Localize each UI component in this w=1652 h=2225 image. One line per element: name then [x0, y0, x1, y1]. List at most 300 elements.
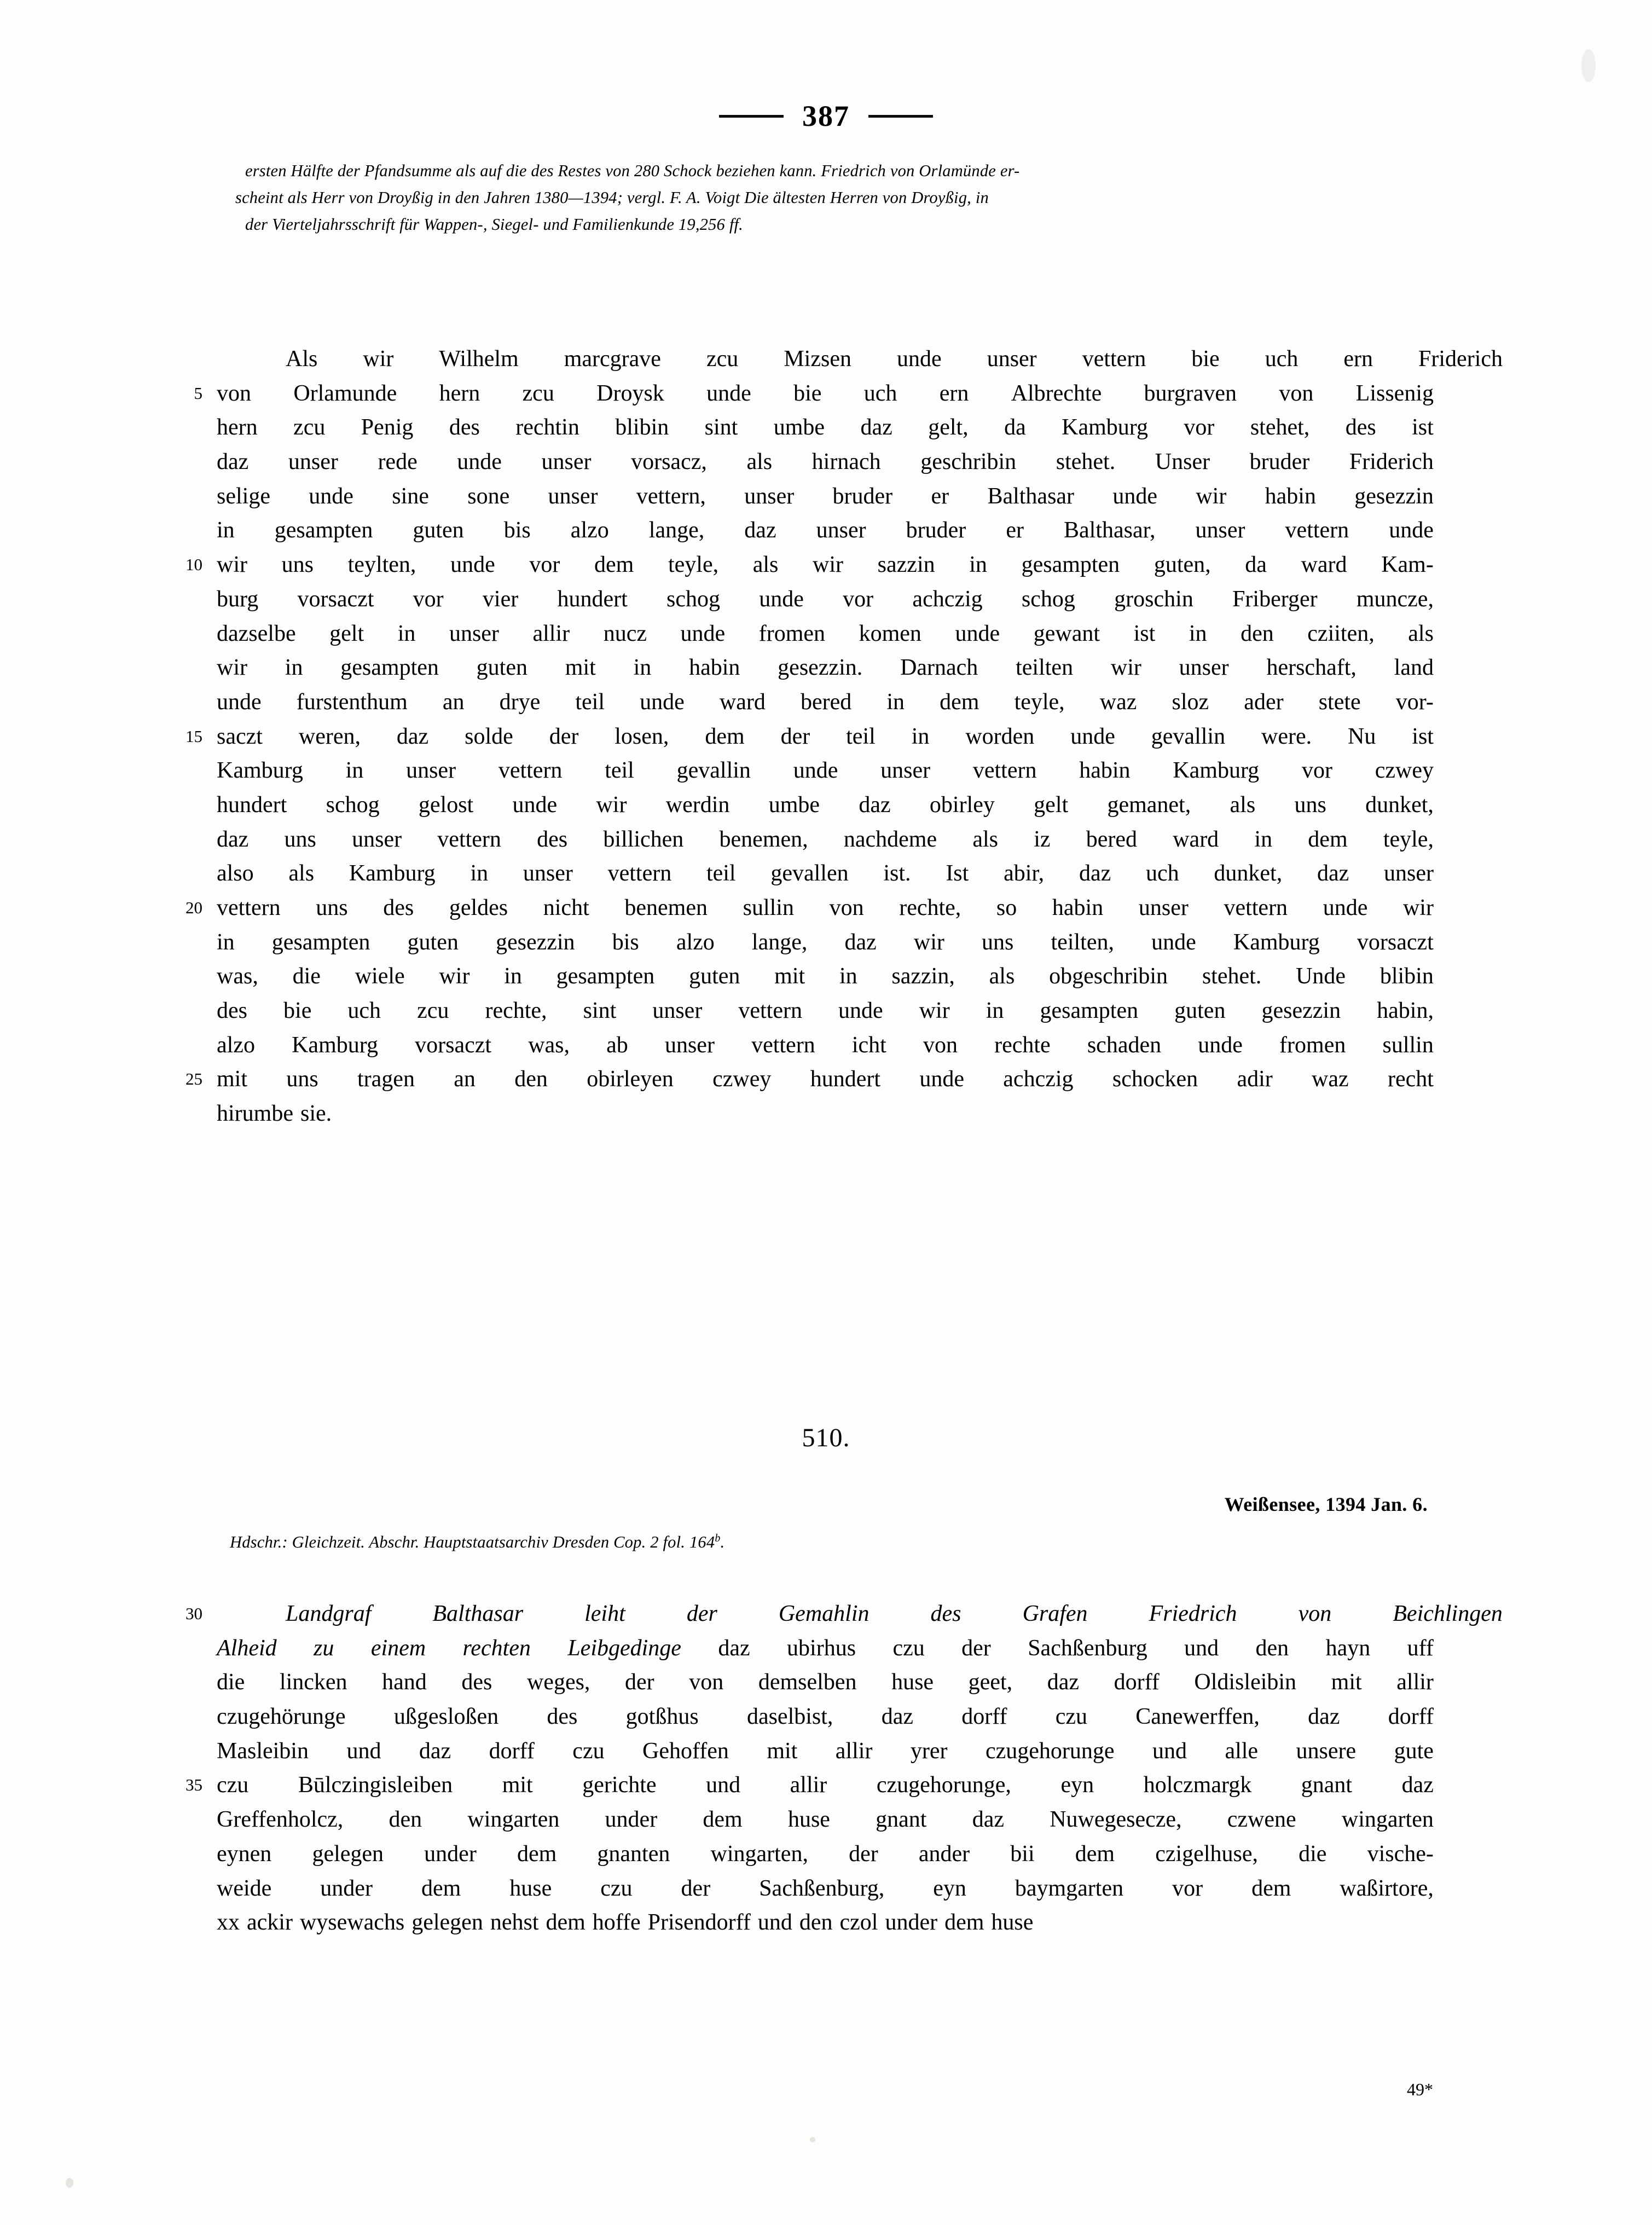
- word: dem: [594, 552, 634, 578]
- word: sazzin: [877, 552, 935, 578]
- word: adir: [1237, 1067, 1273, 1092]
- word: unde: [1151, 929, 1196, 955]
- word: unser: [352, 826, 402, 852]
- word: vorsaczt: [1357, 929, 1434, 955]
- word: unde: [309, 483, 353, 509]
- word: czigelhuse,: [1155, 1841, 1258, 1867]
- word: gnanten: [597, 1841, 670, 1867]
- line-text: [217, 617, 1434, 651]
- word: bered: [1086, 826, 1137, 852]
- word: bruder: [832, 483, 893, 509]
- word: Grafen: [1022, 1601, 1088, 1626]
- word: unde: [512, 792, 558, 818]
- word: zcu: [293, 415, 326, 441]
- line-number: 10: [186, 555, 202, 575]
- word: czwey: [712, 1067, 772, 1092]
- word: einem: [370, 1635, 426, 1661]
- text-line: [181, 1700, 1434, 1734]
- line-number: 5: [194, 383, 202, 403]
- word: gelost: [418, 792, 474, 818]
- word: und: [346, 1738, 381, 1764]
- word: unde: [759, 586, 804, 612]
- word: czugehorunge,: [876, 1772, 1011, 1798]
- word: nucz: [603, 621, 647, 646]
- word: uch: [347, 998, 381, 1024]
- manuscript-note-text: Hdschr.: Gleichzeit. Abschr. Hauptstaatsarchiv Dresden Cop. 2 fol. 164: [230, 1533, 715, 1552]
- word: er: [931, 483, 949, 509]
- word: stehet,: [1250, 415, 1310, 441]
- manuscript-note: [230, 1532, 724, 1552]
- word: bie: [1191, 346, 1220, 372]
- document-number-heading: 510.: [802, 1423, 850, 1452]
- line-text: [217, 582, 1434, 617]
- line-text: [217, 856, 1434, 891]
- word: wir: [1110, 655, 1141, 681]
- word: Friderich: [1349, 449, 1434, 475]
- word: in: [470, 861, 489, 886]
- word: solde: [465, 723, 513, 749]
- word: zu: [314, 1635, 334, 1661]
- word: habin,: [1377, 998, 1434, 1024]
- word: huse: [891, 1670, 934, 1695]
- word: Mizsen: [784, 346, 851, 372]
- word: vettern: [607, 861, 672, 886]
- word: czwene: [1227, 1807, 1296, 1833]
- word: der: [961, 1635, 991, 1661]
- word: Landgraf: [286, 1601, 372, 1626]
- word: rechten: [462, 1635, 531, 1661]
- word: Nuwegesecze,: [1050, 1807, 1182, 1833]
- line-text: [217, 754, 1434, 788]
- word: sloz: [1172, 689, 1209, 715]
- word: daz: [1401, 1772, 1434, 1798]
- word: vor: [1172, 1875, 1203, 1901]
- word: Leibgedinge: [567, 1635, 681, 1661]
- word: hoffe: [592, 1910, 641, 1936]
- word: dunket,: [1365, 792, 1434, 818]
- place-date-line: Weißensee, 1394 Jan. 6.: [1224, 1493, 1428, 1515]
- text-line: [181, 788, 1434, 822]
- word: er: [1006, 518, 1024, 543]
- word: bis: [612, 929, 639, 955]
- word: vettern: [217, 895, 281, 920]
- line-number: 35: [186, 1775, 202, 1795]
- word: gesampten: [1040, 998, 1139, 1024]
- word: fromen: [1279, 1032, 1346, 1058]
- word: ackir: [247, 1910, 293, 1936]
- word: gotßhus: [625, 1704, 699, 1730]
- word: gesampten: [271, 929, 370, 955]
- word: Balthasar,: [1064, 518, 1156, 543]
- word: huse: [991, 1910, 1034, 1936]
- line-text: [217, 1768, 1434, 1803]
- word: umbe: [768, 792, 820, 818]
- text-line: [181, 410, 1434, 445]
- line-text: [217, 1905, 1434, 1940]
- word: in: [345, 758, 364, 784]
- word: vettern: [1285, 518, 1349, 543]
- word: gesezzin: [1261, 998, 1341, 1024]
- word: daselbist,: [746, 1704, 833, 1730]
- word: in: [886, 689, 905, 715]
- text-line: [181, 1871, 1434, 1906]
- word: Balthasar: [432, 1601, 524, 1626]
- word: Droysk: [596, 380, 664, 406]
- word: dorff: [961, 1704, 1007, 1730]
- word: des: [449, 415, 480, 441]
- head-note-block: [235, 158, 1424, 238]
- word: Kamburg: [292, 1032, 378, 1058]
- word: achczig: [912, 586, 983, 612]
- word: als: [752, 552, 779, 578]
- word: gevallin: [1151, 723, 1226, 749]
- word: vettern: [437, 826, 501, 852]
- word: czu: [892, 1635, 925, 1661]
- word: vorsaczt: [297, 586, 374, 612]
- text-line: [181, 1062, 1434, 1097]
- word: daz: [1308, 1704, 1340, 1730]
- word: stehet.: [1202, 964, 1262, 989]
- word: vettern,: [636, 483, 706, 509]
- word: achczig: [1003, 1067, 1074, 1092]
- word: unde: [450, 552, 495, 578]
- word: des: [383, 895, 414, 920]
- word: were.: [1261, 723, 1312, 749]
- word: daz: [396, 723, 429, 749]
- word: in: [969, 552, 987, 578]
- word: unde: [680, 621, 726, 646]
- word: wiele: [355, 964, 405, 989]
- word: teyle,: [1383, 826, 1434, 852]
- word: blibin: [615, 415, 669, 441]
- word: waz: [1099, 689, 1137, 715]
- word: benemen: [624, 895, 708, 920]
- word: unser: [406, 758, 456, 784]
- line-number: 25: [186, 1069, 202, 1089]
- word: allir: [790, 1772, 827, 1798]
- word: weren,: [298, 723, 361, 749]
- word: den: [1241, 621, 1274, 646]
- word: uns: [316, 895, 348, 920]
- word: waßirtore,: [1340, 1875, 1434, 1901]
- word: mit: [1331, 1670, 1362, 1695]
- word: den: [514, 1067, 548, 1092]
- word: czu: [217, 1772, 249, 1798]
- word: under: [605, 1807, 658, 1833]
- line-text: [217, 376, 1434, 411]
- word: in: [839, 964, 857, 989]
- word: daz: [744, 518, 776, 543]
- text-line: [181, 1837, 1434, 1871]
- word: benemen,: [719, 826, 808, 852]
- word: gevallin: [676, 758, 751, 784]
- word: vor: [843, 586, 874, 612]
- word: unser: [548, 483, 598, 509]
- word: billichen: [603, 826, 684, 852]
- text-line: [181, 959, 1434, 994]
- word: unser: [1195, 518, 1245, 543]
- word: uff: [1407, 1635, 1434, 1661]
- word: als: [989, 964, 1015, 989]
- word: Friberger: [1232, 586, 1318, 612]
- word: in: [1254, 826, 1273, 852]
- word: als: [1230, 792, 1256, 818]
- word: schog: [666, 586, 721, 612]
- word: holczmargk: [1143, 1772, 1252, 1798]
- text-line: [181, 1803, 1434, 1837]
- text-line: [181, 548, 1434, 582]
- word: was,: [528, 1032, 570, 1058]
- line-text: [217, 1700, 1434, 1734]
- word: guten: [413, 518, 464, 543]
- word: wir: [217, 655, 247, 681]
- word: yrer: [910, 1738, 948, 1764]
- word: in: [633, 655, 652, 681]
- word: vettern: [738, 998, 802, 1024]
- word: daz: [1079, 861, 1111, 886]
- word: burgraven: [1144, 380, 1237, 406]
- word: habin: [689, 655, 740, 681]
- word: Unser: [1155, 449, 1210, 475]
- line-text: [217, 1028, 1434, 1063]
- line-text: [217, 1062, 1434, 1097]
- word: czol: [839, 1910, 878, 1936]
- word: in: [397, 621, 416, 646]
- word: gnant: [876, 1807, 927, 1833]
- word: Beichlingen: [1393, 1601, 1503, 1626]
- word: sullin: [1382, 1032, 1434, 1058]
- text-line: [181, 651, 1434, 685]
- word: sine: [392, 483, 429, 509]
- word: gelt: [1034, 792, 1069, 818]
- word: gemanet,: [1107, 792, 1191, 818]
- word: Als: [286, 346, 318, 372]
- word: unsere: [1296, 1738, 1357, 1764]
- word: des: [930, 1601, 961, 1626]
- word: Darnach: [900, 655, 978, 681]
- line-text: [217, 994, 1434, 1028]
- word: tragen: [357, 1067, 415, 1092]
- word: von: [1298, 1601, 1332, 1626]
- text-line: [181, 1097, 1434, 1131]
- word: mit: [767, 1738, 798, 1764]
- word: xx: [217, 1910, 240, 1936]
- word: iz: [1034, 826, 1051, 852]
- word: weide: [217, 1875, 272, 1901]
- word: Kamburg: [1233, 929, 1320, 955]
- word: zcu: [417, 998, 449, 1024]
- word: daz: [859, 792, 891, 818]
- word: blibin: [1379, 964, 1434, 989]
- word: gelt,: [928, 415, 969, 441]
- word: dem: [1251, 1875, 1291, 1901]
- word: stehet.: [1056, 449, 1116, 475]
- word: bis: [503, 518, 531, 543]
- word: drye: [499, 689, 541, 715]
- word: Nu: [1348, 723, 1376, 749]
- word: und: [1152, 1738, 1187, 1764]
- word: gelegen: [312, 1841, 384, 1867]
- word: von: [1279, 380, 1314, 406]
- word: wysewachs: [299, 1910, 405, 1936]
- line-text: [217, 548, 1434, 582]
- word: waz: [1312, 1067, 1349, 1092]
- word: mit: [565, 655, 596, 681]
- word: unser: [652, 998, 703, 1024]
- word: losen,: [615, 723, 669, 749]
- word: da: [1245, 552, 1267, 578]
- word: der: [625, 1670, 654, 1695]
- line-text: [217, 1597, 1503, 1631]
- word: Prisendorff: [647, 1910, 751, 1936]
- word: teylten,: [347, 552, 416, 578]
- word: ußgesloßen: [393, 1704, 499, 1730]
- word: teil: [706, 861, 736, 886]
- text-line: [181, 822, 1434, 857]
- word: czu: [572, 1738, 605, 1764]
- scan-speck: [810, 2137, 815, 2142]
- word: ubirhus: [787, 1635, 856, 1661]
- word: guten: [1174, 998, 1226, 1024]
- head-note-line-2: scheint als Herr von Droyßig in den Jahren 1380—1394; vergl. F. A. Voigt Die ältesten Herren von Droyßig, in: [235, 188, 989, 207]
- text-line: [181, 342, 1503, 376]
- word: leiht: [584, 1601, 625, 1626]
- word: der: [549, 723, 579, 749]
- word: des: [217, 998, 247, 1024]
- word: von: [923, 1032, 958, 1058]
- word: so: [996, 895, 1017, 920]
- word: czu: [600, 1875, 633, 1901]
- word: dem: [1075, 1841, 1115, 1867]
- word: vier: [482, 586, 519, 612]
- word: Wilhelm: [439, 346, 519, 372]
- word: wir: [439, 964, 470, 989]
- manuscript-note-superscript: b: [715, 1532, 721, 1544]
- word: sone: [467, 483, 510, 509]
- word: hundert: [810, 1067, 880, 1092]
- word: sazzin,: [891, 964, 955, 989]
- word: wir: [596, 792, 627, 818]
- text-line: [181, 1905, 1434, 1940]
- word: Būlczingisleiben: [298, 1772, 453, 1798]
- word: geschribin: [920, 449, 1017, 475]
- word: uns: [281, 552, 314, 578]
- word: demselben: [758, 1670, 857, 1695]
- word: rede: [378, 449, 418, 475]
- word: werdin: [665, 792, 730, 818]
- word: nachdeme: [843, 826, 937, 852]
- word: ist: [1133, 621, 1156, 646]
- word: guten: [689, 964, 740, 989]
- word: hundert: [217, 792, 287, 818]
- word: der: [686, 1601, 717, 1626]
- word: mit: [502, 1772, 533, 1798]
- word: der: [780, 723, 810, 749]
- word: dem: [940, 689, 979, 715]
- line-text: [217, 1097, 1434, 1131]
- word: daz: [217, 449, 249, 475]
- text-line: [181, 754, 1434, 788]
- word: alle: [1225, 1738, 1259, 1764]
- word: unser: [523, 861, 573, 886]
- word: guten,: [1153, 552, 1211, 578]
- word: vettern: [1082, 346, 1146, 372]
- word: unde: [706, 380, 751, 406]
- word: hern: [217, 415, 258, 441]
- scan-speck: [66, 2178, 73, 2188]
- word: daz: [972, 1807, 1004, 1833]
- word: unser: [664, 1032, 715, 1058]
- line-text: [217, 479, 1434, 514]
- word: von: [217, 380, 251, 406]
- document-one-body: [181, 342, 1503, 1131]
- word: dem: [421, 1875, 461, 1901]
- word: Kamburg: [349, 861, 436, 886]
- word: muncze,: [1356, 586, 1434, 612]
- word: allir: [532, 621, 570, 646]
- word: wingarten: [467, 1807, 560, 1833]
- word: vettern: [972, 758, 1037, 784]
- word: ern: [1343, 346, 1373, 372]
- word: gesampten: [274, 518, 373, 543]
- word: ander: [918, 1841, 970, 1867]
- word: Ist: [946, 861, 969, 886]
- word: Sachßenburg,: [759, 1875, 885, 1901]
- word: unde: [919, 1067, 964, 1092]
- word: dorff: [489, 1738, 535, 1764]
- word: daz: [718, 1635, 750, 1661]
- head-note-line-1: ersten Hälfte der Pfandsumme als auf die des Restes von 280 Schock beziehen kann. Friedrich von Orlamünde er-: [245, 161, 1020, 180]
- word: und: [1184, 1635, 1219, 1661]
- text-line: [181, 513, 1434, 548]
- word: vor: [529, 552, 560, 578]
- word: die: [1299, 1841, 1327, 1867]
- word: vorsacz,: [631, 449, 707, 475]
- word: uns: [284, 826, 316, 852]
- word: under: [885, 1910, 938, 1936]
- word: saczt: [217, 723, 263, 749]
- word: bruder: [1249, 449, 1310, 475]
- word: gevallen: [770, 861, 849, 886]
- word: unser: [1179, 655, 1229, 681]
- word: wir: [919, 998, 950, 1024]
- line-text: [217, 1803, 1434, 1837]
- word: in: [504, 964, 522, 989]
- running-head: [0, 101, 1652, 131]
- head-rule-left: [719, 115, 784, 118]
- text-line: [181, 856, 1434, 891]
- word: den: [1255, 1635, 1289, 1661]
- word: worden: [965, 723, 1035, 749]
- word: huse: [787, 1807, 830, 1833]
- word: den: [389, 1807, 422, 1833]
- word: von: [689, 1670, 724, 1695]
- word: uch: [1145, 861, 1179, 886]
- word: wir: [217, 552, 247, 578]
- word: unde: [457, 449, 502, 475]
- word: Orlamunde: [293, 380, 397, 406]
- word: czugehorunge: [985, 1738, 1115, 1764]
- word: uns: [1294, 792, 1326, 818]
- text-line: [181, 617, 1434, 651]
- word: unde: [640, 689, 685, 715]
- word: hirnach: [811, 449, 881, 475]
- word: schaden: [1087, 1032, 1162, 1058]
- word: gelt: [329, 621, 364, 646]
- word: unser: [449, 621, 499, 646]
- text-line: [181, 925, 1434, 960]
- word: rechtin: [515, 415, 579, 441]
